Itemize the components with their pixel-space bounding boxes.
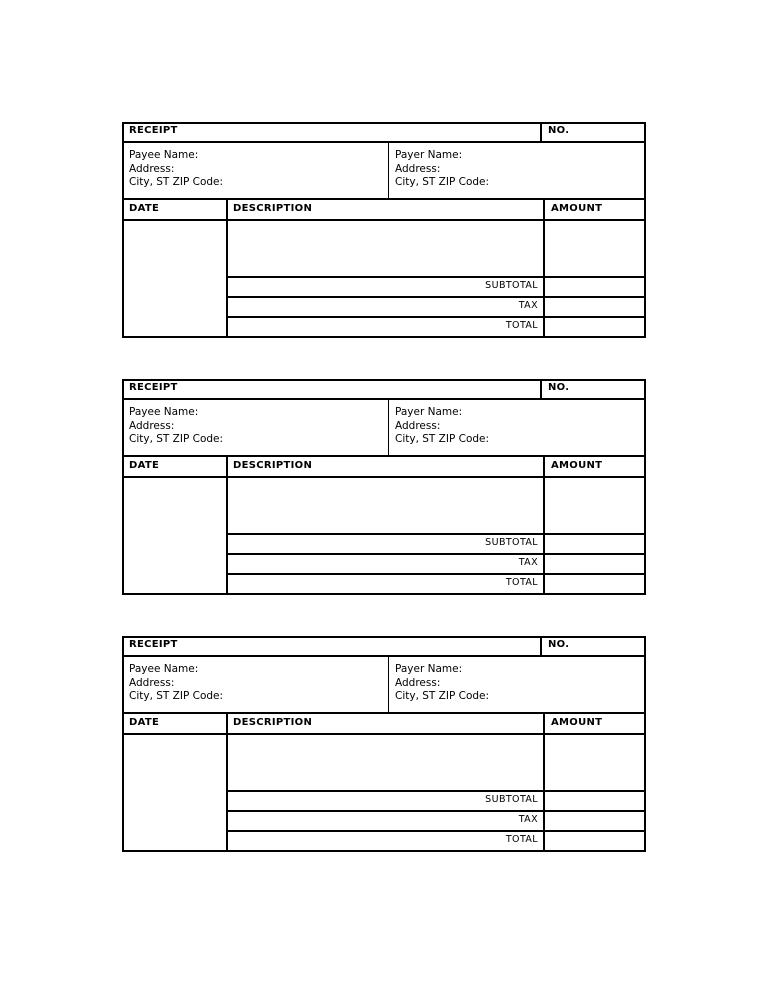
payee-block	[129, 149, 223, 190]
divider	[226, 830, 646, 832]
receipt-title: RECEIPT	[129, 125, 178, 136]
payee-address-label: Address:	[129, 419, 175, 432]
receipt-title: RECEIPT	[129, 639, 178, 650]
payer-block	[395, 406, 489, 447]
border-right	[644, 379, 646, 595]
receipt-number-label: NO.	[548, 382, 570, 393]
receipt-1	[122, 122, 646, 338]
border-left	[122, 636, 124, 852]
border-bottom	[122, 850, 646, 852]
divider	[226, 573, 646, 575]
payer-city-label: City, ST ZIP Code:	[395, 433, 490, 445]
divider	[388, 399, 389, 456]
divider	[122, 455, 646, 457]
divider	[122, 398, 646, 400]
divider	[388, 142, 389, 199]
receipt-3	[122, 636, 646, 852]
payee-block	[129, 663, 223, 704]
divider	[122, 733, 646, 735]
receipt-number-label: NO.	[548, 125, 570, 136]
subtotal-label: SUBTOTAL	[485, 794, 538, 805]
payer-address-label: Address:	[395, 162, 441, 175]
payee-block	[129, 406, 223, 447]
payer-name-label: Payer Name:	[395, 663, 463, 675]
tax-label: TAX	[518, 300, 538, 311]
description-header: DESCRIPTION	[233, 203, 313, 214]
payee-city-label: City, ST ZIP Code:	[129, 433, 224, 445]
border-top	[122, 122, 646, 124]
payee-address-label: Address:	[129, 162, 175, 175]
date-header: DATE	[129, 717, 160, 728]
divider	[122, 655, 646, 657]
divider	[122, 712, 646, 714]
payer-city-label: City, ST ZIP Code:	[395, 176, 490, 188]
amount-header: AMOUNT	[551, 717, 603, 728]
payee-name-label: Payee Name:	[129, 663, 199, 675]
date-header: DATE	[129, 460, 160, 471]
divider	[122, 219, 646, 221]
payee-city-label: City, ST ZIP Code:	[129, 176, 224, 188]
divider	[540, 379, 542, 400]
description-header: DESCRIPTION	[233, 717, 313, 728]
payer-address-label: Address:	[395, 676, 441, 689]
divider	[226, 316, 646, 318]
payer-address-label: Address:	[395, 419, 441, 432]
border-top	[122, 379, 646, 381]
receipt-title: RECEIPT	[129, 382, 178, 393]
tax-label: TAX	[518, 557, 538, 568]
payer-block	[395, 149, 489, 190]
border-bottom	[122, 593, 646, 595]
subtotal-label: SUBTOTAL	[485, 280, 538, 291]
payer-block	[395, 663, 489, 704]
border-left	[122, 122, 124, 338]
payee-city-label: City, ST ZIP Code:	[129, 690, 224, 702]
divider	[388, 656, 389, 713]
total-label: TOTAL	[505, 577, 538, 588]
description-header: DESCRIPTION	[233, 460, 313, 471]
payer-city-label: City, ST ZIP Code:	[395, 690, 490, 702]
receipt-2	[122, 379, 646, 595]
amount-header: AMOUNT	[551, 203, 603, 214]
divider	[122, 476, 646, 478]
payee-name-label: Payee Name:	[129, 406, 199, 418]
payee-address-label: Address:	[129, 676, 175, 689]
payer-name-label: Payer Name:	[395, 149, 463, 161]
divider	[226, 790, 646, 792]
divider	[226, 810, 646, 812]
total-label: TOTAL	[505, 834, 538, 845]
divider	[226, 533, 646, 535]
divider	[540, 122, 542, 143]
tax-label: TAX	[518, 814, 538, 825]
divider	[540, 636, 542, 657]
total-label: TOTAL	[505, 320, 538, 331]
amount-header: AMOUNT	[551, 460, 603, 471]
border-right	[644, 122, 646, 338]
divider	[122, 198, 646, 200]
border-left	[122, 379, 124, 595]
divider	[226, 553, 646, 555]
divider	[226, 296, 646, 298]
receipt-number-label: NO.	[548, 639, 570, 650]
subtotal-label: SUBTOTAL	[485, 537, 538, 548]
border-bottom	[122, 336, 646, 338]
divider	[122, 141, 646, 143]
payee-name-label: Payee Name:	[129, 149, 199, 161]
border-right	[644, 636, 646, 852]
payer-name-label: Payer Name:	[395, 406, 463, 418]
date-header: DATE	[129, 203, 160, 214]
divider	[226, 276, 646, 278]
border-top	[122, 636, 646, 638]
